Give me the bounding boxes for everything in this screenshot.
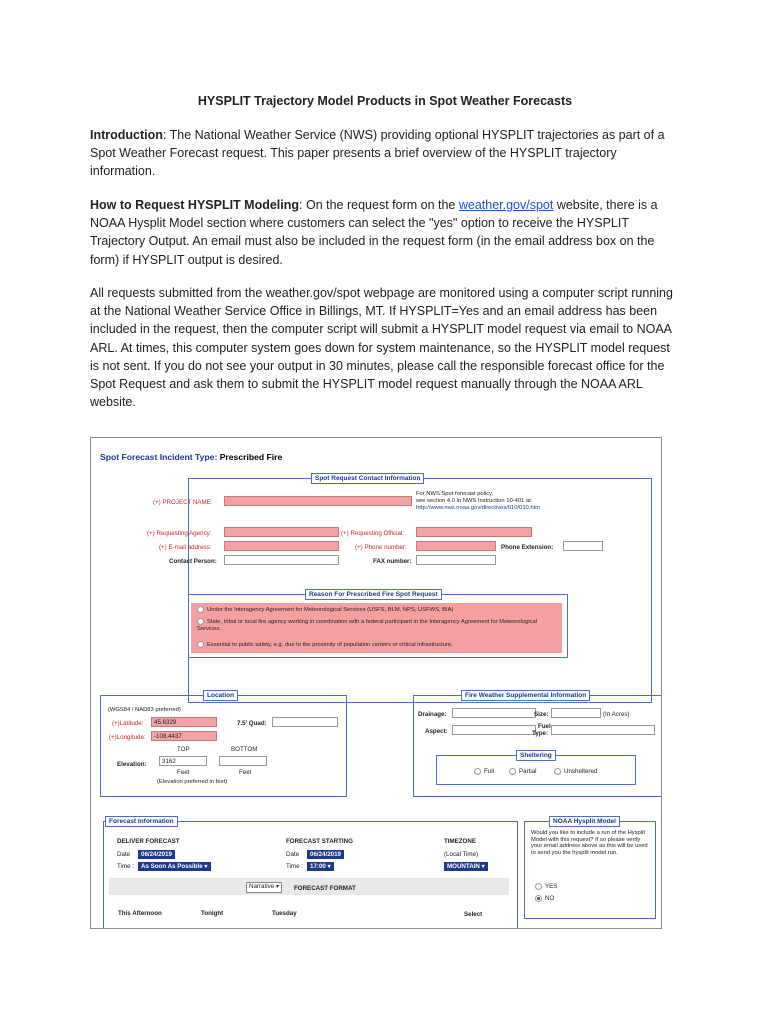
feet-label-bottom: Feet	[239, 769, 252, 776]
longitude-label: (+)Longitude:	[109, 734, 146, 741]
elevation-top-input[interactable]: 3162	[159, 756, 207, 766]
deliver-forecast-label: DELIVER FORECAST	[117, 838, 180, 845]
elevation-label: Elevation:	[117, 761, 147, 768]
period-tuesday: Tuesday	[272, 910, 297, 917]
local-time-note: (Local Time)	[444, 851, 479, 858]
radio-icon[interactable]	[554, 768, 561, 775]
reason-option-2[interactable]	[197, 618, 552, 633]
period-tonight: Tonight	[201, 910, 224, 917]
dropdown-arrow-icon: ▾	[275, 883, 279, 890]
incident-type-label: Spot Forecast Incident Type:	[100, 452, 220, 462]
howto-text-1: : On the request form on the	[299, 198, 459, 212]
deliver-date-select[interactable]: 06/24/2019	[138, 850, 175, 859]
project-name-input[interactable]	[224, 496, 412, 506]
reason-option-2-label: State, tribal or local fire agency working in coordination with a federal participant in the Interagency Agreement for Meteorological Services.	[197, 619, 537, 633]
contact-legend: Spot Request Contact Information	[311, 473, 424, 484]
size-unit: (In Acres)	[603, 711, 630, 718]
radio-icon[interactable]	[197, 606, 204, 613]
timezone-select[interactable]	[444, 862, 488, 871]
hysplit-question: Would you like to include a run of the Hysplit Model with this request? If so please verify your email address above as this will be used to send you the hysplit model run.	[531, 830, 648, 856]
monitoring-paragraph: All requests submitted from the weather.gov/spot webpage are monitored using a computer script running at the National Weather Service Office in Billings, MT. If HYSPLIT=Yes and an email address has been included in the request, then the computer script will submit a HYSPLIT model request via email to NOAA ARL. At times, this computer system goes down for system maintenance, so the HYSPLIT model request is not sent. If you do not see your output in 30 minutes, please call the responsible forecast office for the Spot Request and ask them to submit the HYSPLIT model request manually through the NOAA ARL website.	[90, 286, 673, 410]
format-select-value: Narrative	[249, 883, 275, 890]
reason-option-3[interactable]	[197, 641, 453, 648]
start-date-label: Date	[286, 851, 300, 858]
datum-note: (WGS84 / NAD83 preferred)	[108, 707, 181, 713]
radio-icon[interactable]	[535, 883, 542, 890]
contact-person-input[interactable]	[224, 555, 339, 565]
size-label: Size:	[534, 711, 549, 718]
weather-gov-spot-link[interactable]: weather.gov/spot	[458, 198, 554, 212]
fuel-label: Fuel	[538, 723, 551, 730]
longitude-input[interactable]: -108.4437	[151, 731, 217, 741]
dropdown-arrow-icon: ▾	[327, 863, 331, 870]
phone-ext-label: Phone Extension:	[501, 544, 554, 551]
email-label: (+) E-mail address:	[159, 544, 212, 551]
howto-text-2: website, there is a NOAA Hysplit Model section where customers can select the "yes" option to receive the HYSPLIT Trajectory Output. An email must also be included in the request form (in the email address box on the form) if HYSPLIT output is desired.	[90, 198, 658, 267]
fax-input[interactable]	[416, 555, 496, 565]
requesting-agency-input[interactable]	[224, 527, 339, 537]
timezone-label: TIMEZONE	[444, 838, 476, 845]
location-legend: Location	[203, 690, 238, 701]
incident-type-header	[100, 452, 282, 462]
project-name-label: (+) PROJECT NAME:	[153, 499, 213, 506]
latitude-input[interactable]: 45.6329	[151, 717, 217, 727]
quad-input[interactable]	[272, 717, 338, 727]
deliver-date-label: Date	[117, 851, 131, 858]
start-time-select[interactable]	[307, 862, 334, 871]
size-input[interactable]	[551, 708, 601, 718]
forecast-starting-label: FORECAST STARTING	[286, 838, 353, 845]
fax-label: FAX number:	[373, 558, 412, 565]
requesting-agency-label: (+) Requesting Agency:	[147, 530, 212, 537]
bottom-label: BOTTOM	[231, 746, 258, 753]
hysplit-yes-label: YES	[545, 883, 558, 891]
intro-label: Introduction	[90, 128, 163, 142]
feet-label-top: Feet	[177, 769, 190, 776]
aspect-input[interactable]	[452, 725, 536, 735]
dropdown-arrow-icon: ▾	[481, 863, 485, 870]
incident-type-value: Prescribed Fire	[219, 452, 283, 462]
fuel-type-input[interactable]	[551, 725, 655, 735]
reason-option-1[interactable]	[197, 606, 453, 613]
shelter-full-label: Full	[484, 768, 494, 776]
period-select-label: Select	[464, 911, 483, 918]
contact-person-label: Contact Person:	[169, 558, 217, 565]
elevation-bottom-input[interactable]	[219, 756, 267, 766]
start-date-select[interactable]: 06/24/2019	[307, 850, 344, 859]
hysplit-legend: NOAA Hysplit Model	[549, 816, 620, 827]
shelter-unsheltered-label: Unsheltered	[564, 768, 598, 776]
radio-icon[interactable]	[509, 768, 516, 775]
deliver-time-select[interactable]	[138, 862, 211, 871]
reason-option-1-label: Under the Interagency Agreement for Meteorological Services (USFS, BLM, NPS, USFWS, BIA)	[207, 607, 454, 614]
policy-note-2: see section 4.0 in NWS Instruction 10-401 at:	[416, 498, 533, 504]
latitude-label: (+)Latitude:	[112, 720, 144, 727]
policy-url[interactable]: http://www.nws.noaa.gov/directives/010/010.htm	[416, 505, 541, 511]
reason-legend: Reason For Prescribed Fire Spot Request	[305, 589, 442, 600]
requesting-official-label: (+) Requesting Official:	[341, 530, 404, 537]
shelter-full[interactable]	[474, 768, 494, 775]
policy-note-1: For NWS Spot forecast policy,	[416, 491, 494, 497]
shelter-unsheltered[interactable]	[554, 768, 597, 775]
howto-paragraph	[90, 196, 680, 269]
email-input[interactable]	[224, 541, 339, 551]
aspect-label: Aspect:	[425, 728, 448, 735]
start-time-value: 17:00	[310, 863, 326, 870]
radio-icon[interactable]	[474, 768, 481, 775]
shelter-partial[interactable]	[509, 768, 537, 775]
fuel-type-label: Type:	[532, 730, 549, 737]
requesting-official-input[interactable]	[416, 527, 532, 537]
howto-label: How to Request HYSPLIT Modeling	[90, 198, 300, 212]
intro-text: : The National Weather Service (NWS) providing optional HYSPLIT trajectories as part of a Spot Weather Forecast request. This paper presents a brief overview of the HYSPLIT trajectory information.	[90, 128, 665, 179]
radio-icon[interactable]	[197, 641, 204, 648]
radio-selected-icon[interactable]	[535, 895, 542, 902]
forecast-legend: Forecast Information	[105, 816, 178, 827]
phone-input[interactable]	[416, 541, 496, 551]
deliver-time-label: Time :	[117, 863, 134, 870]
dropdown-arrow-icon: ▾	[204, 863, 208, 870]
period-this-afternoon: This Afternoon	[118, 910, 162, 917]
sheltering-legend: Sheltering	[516, 750, 556, 761]
intro-paragraph	[90, 126, 680, 181]
spot-form-screenshot	[90, 437, 662, 929]
elevation-note: (Elevation preferred in feet)	[157, 779, 228, 785]
radio-icon[interactable]	[197, 618, 204, 625]
drainage-label: Drainage:	[418, 711, 447, 718]
hysplit-no[interactable]	[535, 895, 554, 902]
phone-label: (+) Phone number:	[355, 544, 407, 551]
top-label: TOP	[177, 746, 190, 753]
reason-option-3-label: Essential to public safety, e.g. due to the proximity of population centers or critical infrastructure.	[207, 642, 453, 649]
shelter-partial-label: Partial	[519, 768, 537, 776]
document-title: HYSPLIT Trajectory Model Products in Spot Weather Forecasts	[197, 94, 573, 108]
format-select[interactable]	[246, 882, 282, 893]
quad-label: 7.5' Quad:	[237, 720, 267, 727]
drainage-input[interactable]	[452, 708, 536, 718]
hysplit-yes[interactable]	[535, 883, 557, 890]
phone-ext-input[interactable]	[563, 541, 603, 551]
hysplit-no-label: NO	[545, 895, 555, 903]
fireweather-legend: Fire Weather Supplemental Information	[461, 690, 590, 701]
deliver-time-value: As Soon As Possible	[141, 863, 203, 870]
format-label: FORECAST FORMAT	[294, 885, 356, 892]
timezone-value: MOUNTAIN	[447, 863, 480, 870]
start-time-label: Time :	[286, 863, 303, 870]
